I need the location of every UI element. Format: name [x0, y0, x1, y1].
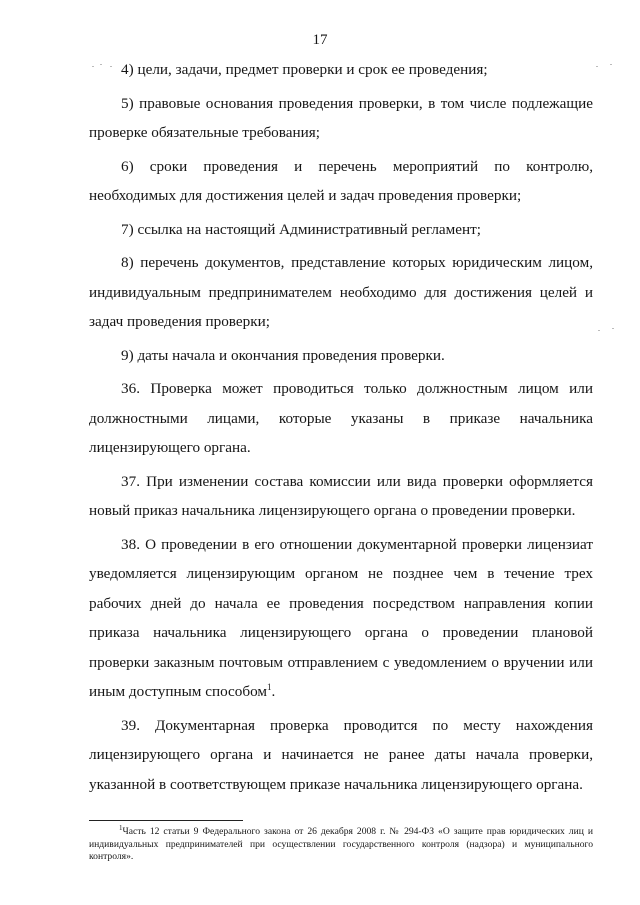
clause-38-text: 38. О проведении в его отношении документарной проверки лицензиат уведомляется лицензирующим органом не позднее чем в течение трех рабочих дней до начала ее проведения посредством направления копии приказа начальника лицензирующего органа о проведении плановой проверки заказным почтовым отправлением с уведомлением о вручении или иным доступным способом — [89, 535, 593, 700]
footnote-reference: 1 — [267, 681, 272, 692]
list-item-6: 6) сроки проведения и перечень мероприятий по контролю, необходимых для достижения целей и задач проведения проверки; — [89, 157, 593, 204]
footnote-text: Часть 12 статьи 9 Федерального закона от 26 декабря 2008 г. № 294-ФЗ «О защите прав юридических лиц и индивидуальных предпринимателей при осуществлении государственного контроля (надзора) и муниципального контроля». — [89, 826, 593, 862]
scan-speck — [92, 66, 94, 67]
page-number: 17 — [312, 32, 328, 48]
list-item-4: 4) цели, задачи, предмет проверки и срок ее проведения; — [121, 61, 488, 78]
clause-36: 36. Проверка может проводиться только должностным лицом или должностными лицами, которые указаны в приказе начальника лицензирующего органа. — [89, 380, 593, 456]
footnote — [89, 823, 593, 864]
list-item-5: 5) правовые основания проведения проверки, в том числе подлежащие проверке обязательные требования; — [89, 94, 593, 141]
scan-speck — [610, 64, 612, 65]
footnote-marker: 1 — [119, 823, 123, 832]
scan-speck — [100, 64, 102, 65]
scan-speck — [598, 330, 600, 331]
footnote-separator — [89, 820, 243, 821]
clause-38: 38. О проведении в его отношении документарной проверки лицензиат уведомляется лицензирующим органом не позднее чем в течение трех рабочих дней до начала ее проведения посредством направления копии приказа начальника лицензирующего органа о проведении плановой проверки заказным почтовым отправлением с уведомлением о вручении или иным доступным способом$^1$. — [89, 535, 593, 700]
list-item-8: 8) перечень документов, представление которых юридическим лицом, индивидуальным предпринимателем необходимо для достижения целей и задач проведения проверки; — [89, 254, 593, 330]
scan-speck — [596, 66, 598, 67]
list-item-9: 9) даты начала и окончания проведения проверки. — [121, 346, 445, 364]
scan-speck — [110, 66, 112, 67]
clause-39: 39. Документарная проверка проводится по месту нахождения лицензирующего органа и начинается не ранее даты начала проверки, указанной в соответствующем приказе начальника лицензирующего органа. — [89, 716, 593, 793]
list-item-7: 7) ссылка на настоящий Административный регламент; — [121, 220, 481, 238]
scan-speck — [612, 328, 614, 329]
clause-37: 37. При изменении состава комиссии или вида проверки оформляется новый приказ начальника лицензирующего органа о проведении проверки. — [89, 472, 593, 519]
document-body — [89, 55, 593, 799]
